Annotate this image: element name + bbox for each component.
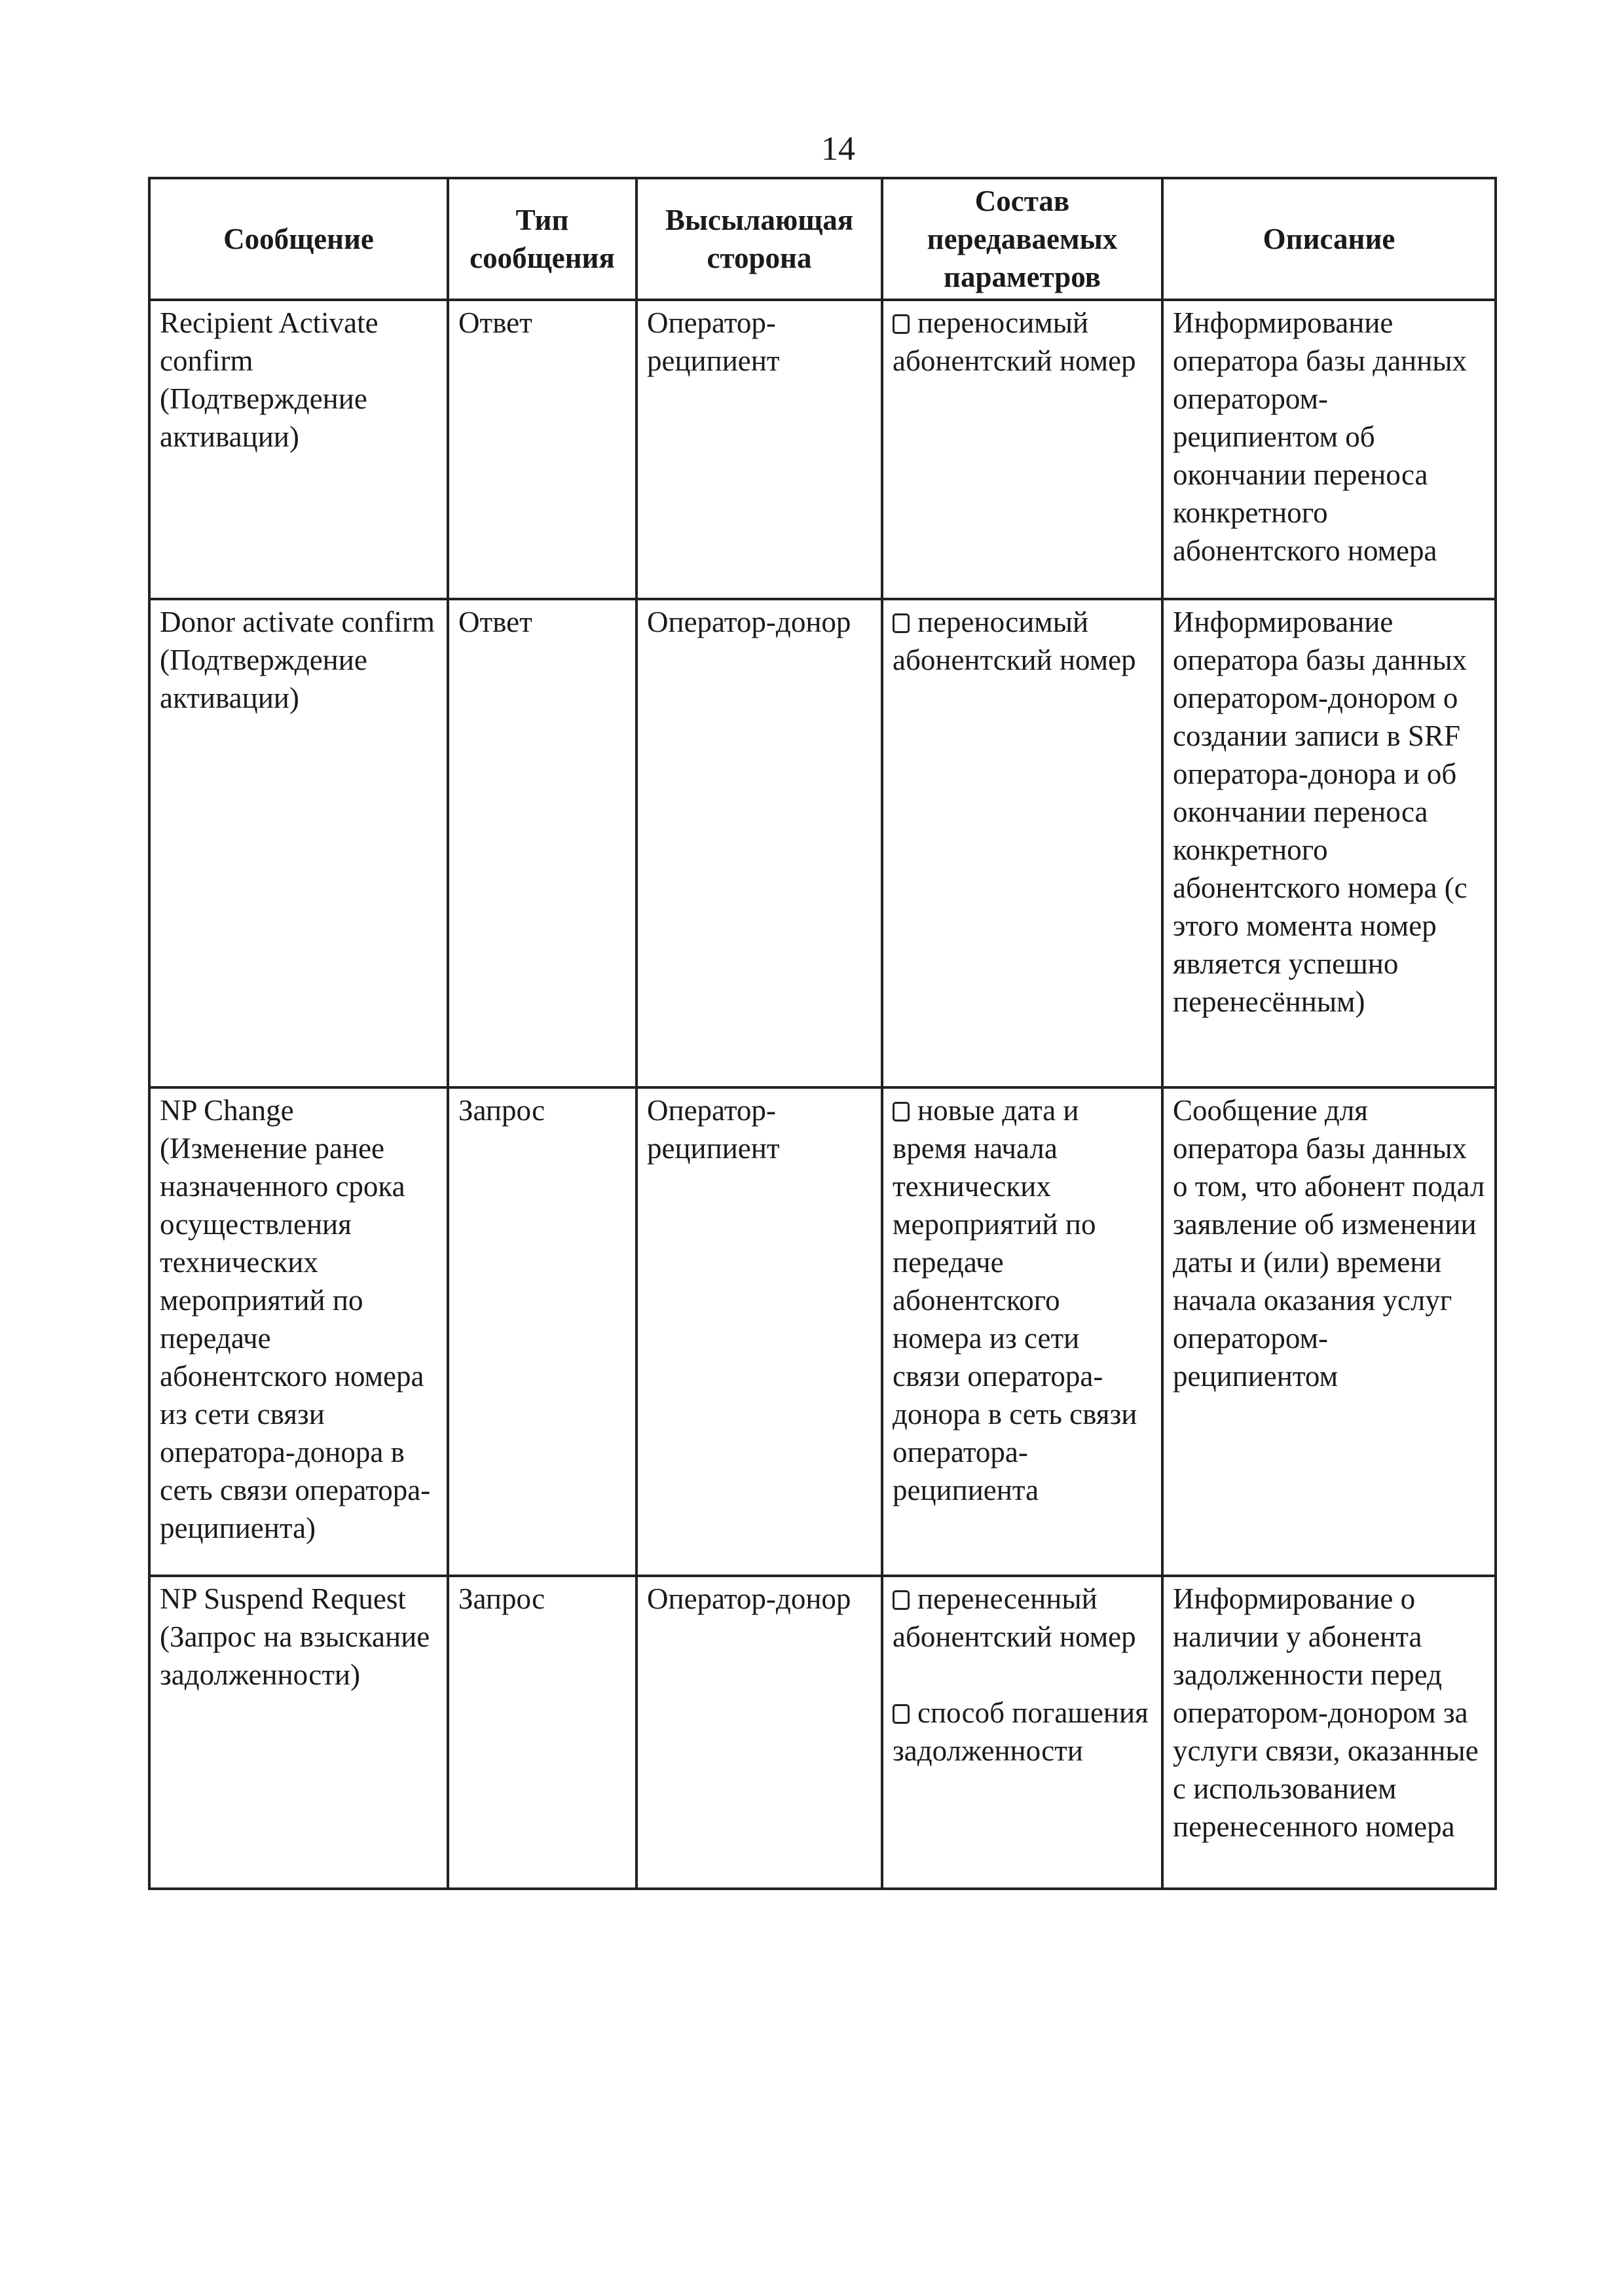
checkbox-square-icon [893,1590,910,1610]
cell-sender: Оператор-донор [637,1576,882,1889]
page-number: 14 [821,130,855,168]
table-row [149,1087,1496,1576]
cell-description: Информирование о наличии у абонента задолженности перед оператором-донором за услуги связи, оказанные с использованием перенесенного номера [1162,1576,1496,1889]
param-text: переносимый абонентский номер [893,606,1136,676]
table-row [149,599,1496,1087]
header-message: Сообщение [149,178,448,300]
checkbox-square-icon [893,1102,910,1121]
cell-description: Информирование оператора базы данных оператором-реципиентом об окончании переноса конкретного абонентского номера [1162,300,1496,599]
cell-params [882,300,1162,599]
cell-params [882,599,1162,1087]
cell-message: NP Change (Изменение ранее назначенного срока осуществления технических мероприятий по передаче абонентского номера из сети связи оператора-донора в сеть связи оператора-реципиента) [149,1087,448,1576]
param-text: переносимый абонентский номер [893,306,1136,377]
cell-sender: Оператор-реципиент [637,1087,882,1576]
cell-type: Запрос [448,1087,637,1576]
table-row [149,300,1496,599]
checkbox-square-icon [893,314,910,334]
cell-params [882,1576,1162,1889]
param-item [893,1694,1152,1770]
cell-description: Сообщение для оператора базы данных о том, что абонент подал заявление об изменении даты и (или) времени начала оказания услуг оператором-реципиентом [1162,1087,1496,1576]
messages-table [148,177,1497,1890]
header-description: Описание [1162,178,1496,300]
param-item [893,304,1152,380]
param-item [893,1091,1152,1509]
cell-type: Ответ [448,300,637,599]
param-text: перенесенный абонентский номер [893,1582,1136,1653]
cell-sender: Оператор-донор [637,599,882,1087]
header-params: Состав передаваемых параметров [882,178,1162,300]
param-text: новые дата и время начала технических мероприятий по передаче абонентского номера из сети связи оператора-донора в сеть связи оператора-реципиента [893,1094,1137,1506]
param-text: способ погашения задолженности [893,1696,1149,1767]
header-sender: Высылающая сторона [637,178,882,300]
header-type: Тип сообщения [448,178,637,300]
param-item [893,603,1152,679]
cell-type: Ответ [448,599,637,1087]
cell-message: Donor activate confirm (Подтверждение активации) [149,599,448,1087]
cell-message: Recipient Activate confirm (Подтверждение активации) [149,300,448,599]
checkbox-square-icon [893,613,910,633]
cell-description: Информирование оператора базы данных оператором-донором о создании записи в SRF оператора-донора и об окончании переноса конкретного абонентского номера (с этого момента номер является успешно перенесённым) [1162,599,1496,1087]
cell-sender: Оператор-реципиент [637,300,882,599]
cell-params [882,1087,1162,1576]
table-header-row [149,178,1496,300]
table-row [149,1576,1496,1889]
param-item [893,1580,1152,1656]
checkbox-square-icon [893,1704,910,1724]
cell-message: NP Suspend Request (Запрос на взыскание задолженности) [149,1576,448,1889]
cell-type: Запрос [448,1576,637,1889]
